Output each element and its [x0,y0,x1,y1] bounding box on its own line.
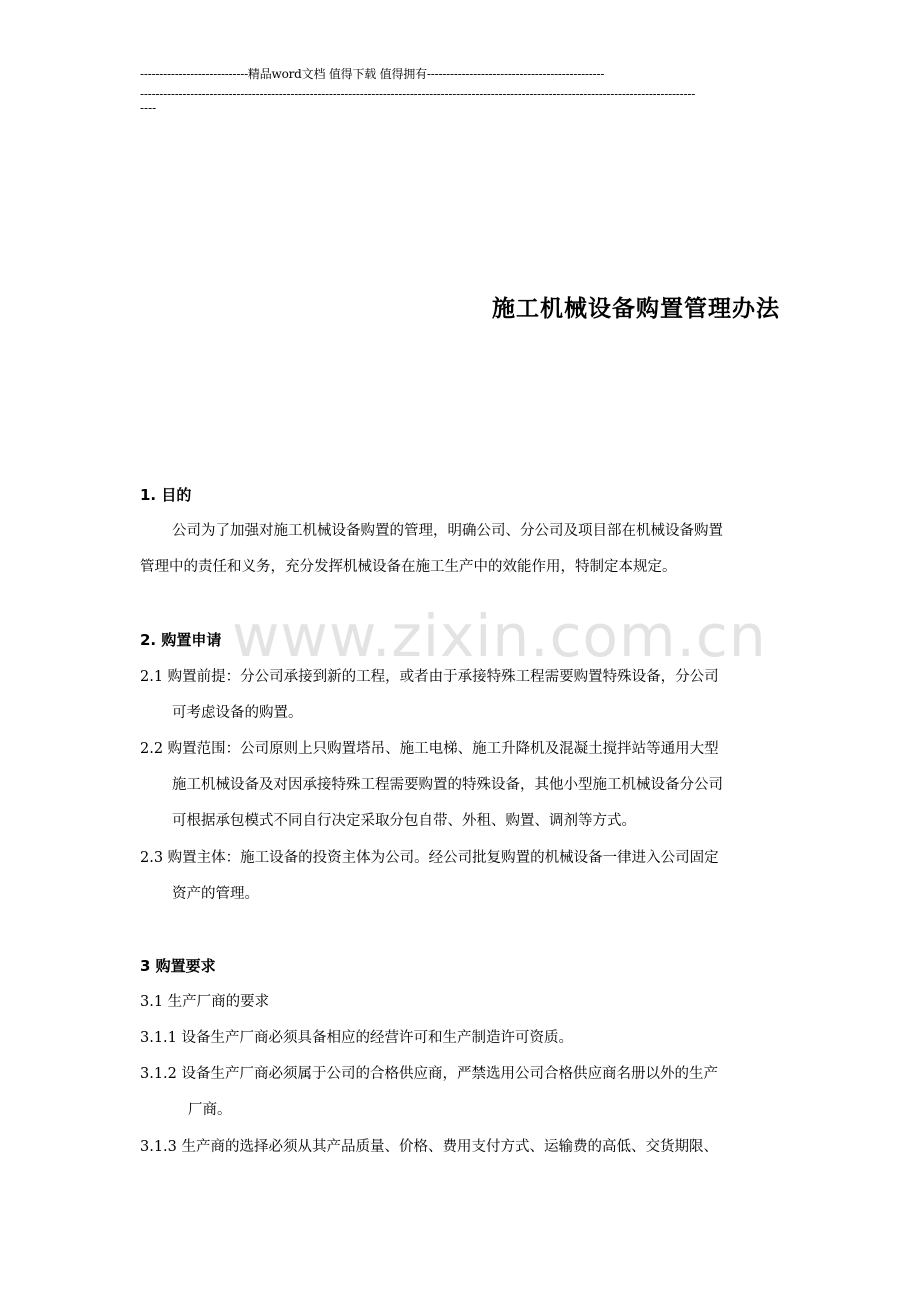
header-line-1: ----------------------------精品word文档 值得下载 值得拥有---------------------------------------------- [140,67,605,81]
item-2-2-line-1: 2.2 购置范围：公司原则上只购置塔吊、施工电梯、施工升降机及混凝土搅拌站等通用大型 [140,741,719,757]
section-2-heading: 2. 购置申请 [140,631,222,649]
section-1-paragraph-line-1: 公司为了加强对施工机械设备购置的管理，明确公司、分公司及项目部在机械设备购置 [172,523,723,539]
document-title: 施工机械设备购置管理办法 [492,296,780,322]
item-2-3-line-1: 2.3 购置主体：施工设备的投资主体为公司。经公司批复购置的机械设备一律进入公司固定 [140,850,719,866]
watermark: www.zixin.com.cn [232,602,767,670]
item-3-1-3-line-1: 3.1.3 生产商的选择必须从其产品质量、价格、费用支付方式、运输费的高低、交货期限、 [140,1139,718,1155]
item-3-1: 3.1 生产厂商的要求 [140,994,270,1010]
header-line-2: ------------------------------------------------------------------------------------------------------------------------------------------------ [140,87,696,101]
section-1-heading: 1. 目的 [140,486,192,504]
item-2-1-line-1: 2.1 购置前提：分公司承接到新的工程，或者由于承接特殊工程需要购置特殊设备，分公司 [140,669,719,685]
item-3-1-2-line-2: 厂商。 [188,1102,232,1118]
item-2-2-line-2: 施工机械设备及对因承接特殊工程需要购置的特殊设备，其他小型施工机械设备分公司 [172,777,723,793]
item-2-1-line-2: 可考虑设备的购置。 [172,705,303,721]
header-line-3: ---- [140,101,157,115]
item-2-2-line-3: 可根据承包模式不同自行决定采取分包自带、外租、购置、调剂等方式。 [172,813,636,829]
item-3-1-1: 3.1.1 设备生产厂商必须具备相应的经营许可和生产制造许可资质。 [140,1030,574,1046]
section-1-paragraph-line-2: 管理中的责任和义务，充分发挥机械设备在施工生产中的效能作用，特制定本规定。 [140,559,677,575]
item-3-1-2-line-1: 3.1.2 设备生产厂商必须属于公司的合格供应商，严禁选用公司合格供应商名册以外的生产 [140,1066,718,1082]
section-3-heading: 3 购置要求 [140,957,216,975]
item-2-3-line-2: 资产的管理。 [172,886,259,902]
